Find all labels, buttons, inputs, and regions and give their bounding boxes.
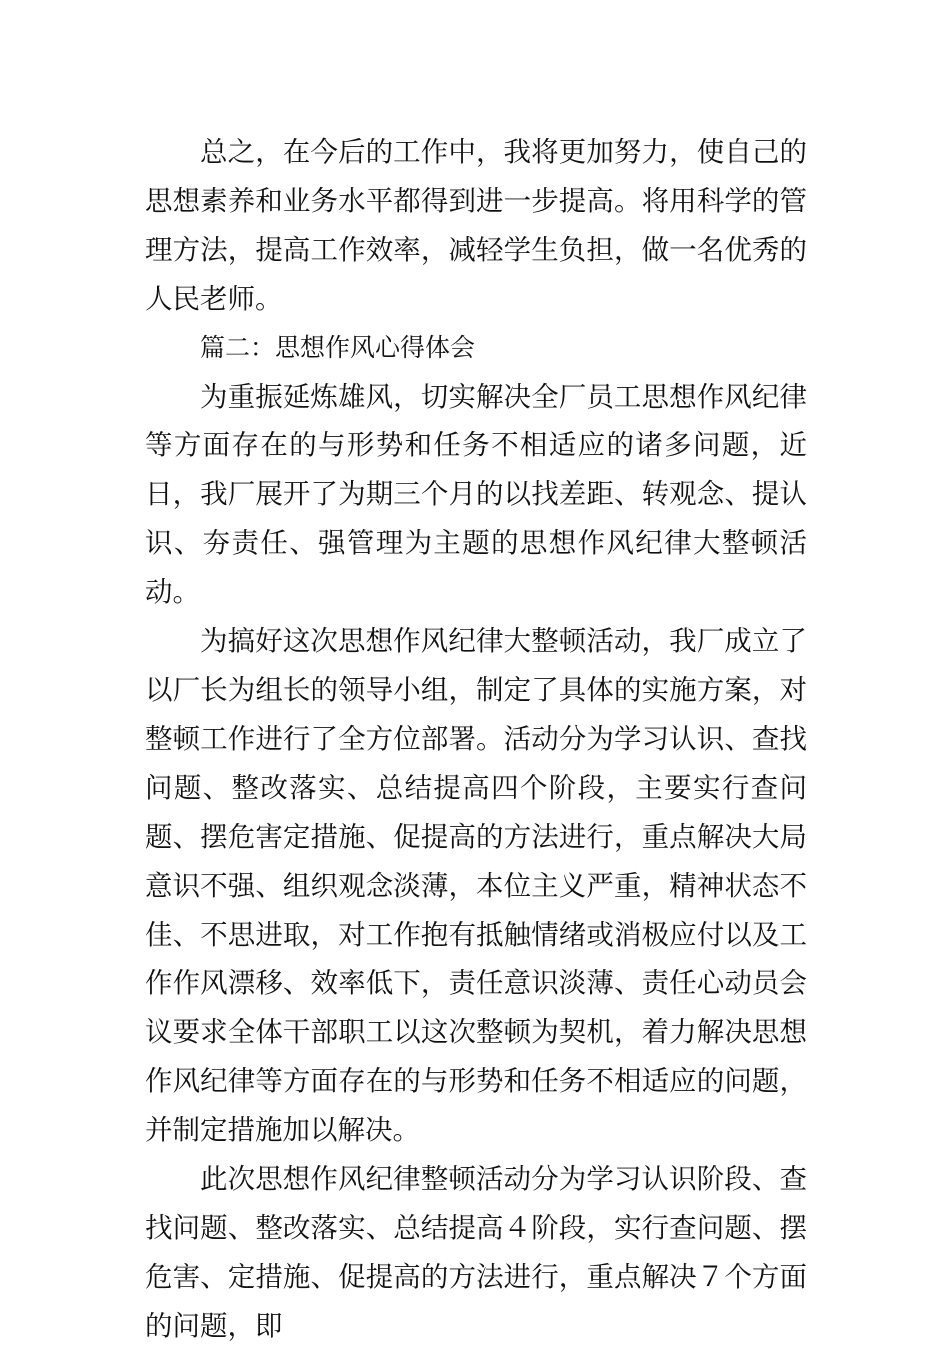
paragraph-intro: 为重振延炼雄风，切实解决全厂员工思想作风纪律等方面存在的与形势和任务不相适应的诸多问题，近日，我厂展开了为期三个月的以找差距、转观念、提认识、夯责任、强管理为主题的思想作风纪律大整顿活动。	[145, 380, 807, 609]
section-heading: 篇二：思想作风心得体会	[200, 332, 476, 362]
document-body	[145, 128, 807, 1351]
paragraph-stages: 此次思想作风纪律整顿活动分为学习认识阶段、查找问题、整改落实、总结提高４阶段，实行查问题、摆危害、定措施、促提高的方法进行，重点解决７个方面的问题，即	[145, 1163, 807, 1342]
paragraph-organization: 为搞好这次思想作风纪律大整顿活动，我厂成立了以厂长为组长的领导小组，制定了具体的实施方案，对整顿工作进行了全方位部署。活动分为学习认识、查找问题、整改落实、总结提高四个阶段，主要实行查问题、摆危害定措施、促提高的方法进行，重点解决大局意识不强、组织观念淡薄，本位主义严重，精神状态不佳、不思进取，对工作抱有抵触情绪或消极应付以及工作作风漂移、效率低下，责任意识淡薄、责任心动员会议要求全体干部职工以这次整顿为契机，着力解决思想作风纪律等方面存在的与形势和任务不相适应的问题，并制定措施加以解决。	[145, 625, 807, 1147]
paragraph-conclusion: 总之，在今后的工作中，我将更加努力，使自己的思想素养和业务水平都得到进一步提高。将用科学的管理方法，提高工作效率，减轻学生负担，做一名优秀的人民老师。	[145, 136, 807, 315]
